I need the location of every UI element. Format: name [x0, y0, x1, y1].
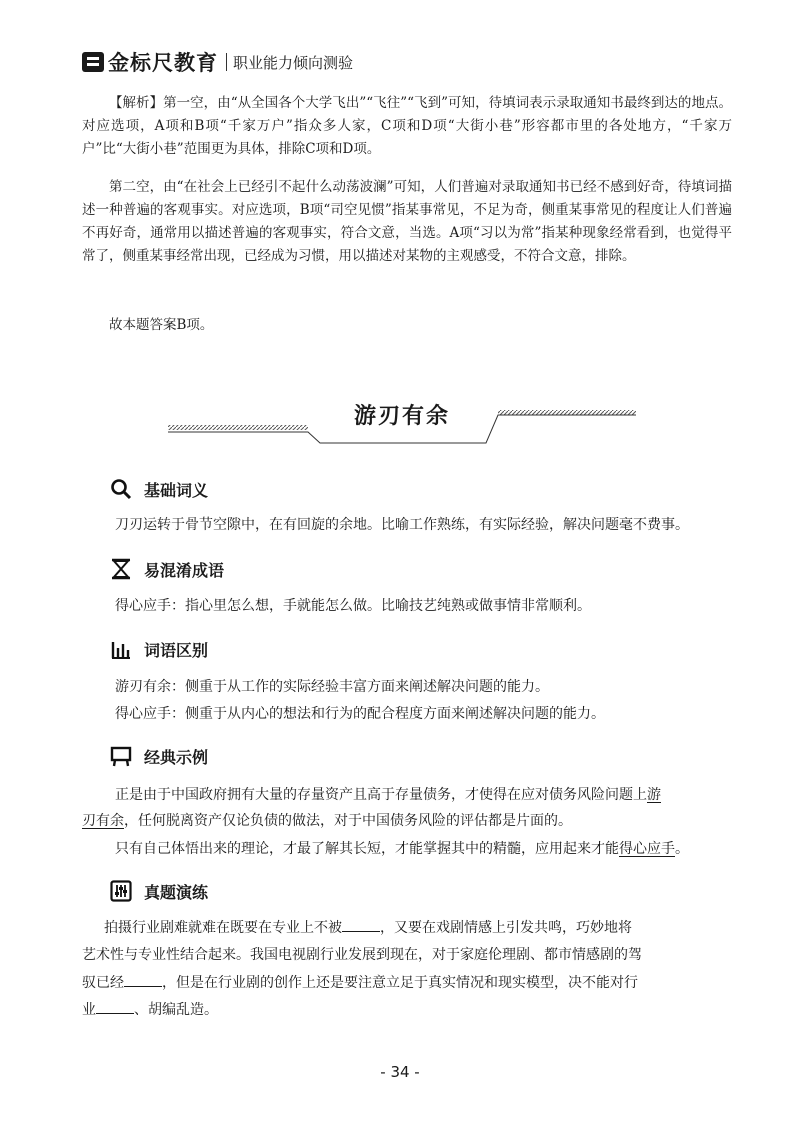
- example-text: 只有自己体悟出来的理论，才最了解其长短，才能掌握其中的精髓，应用起来才能: [115, 841, 619, 857]
- practice-line-3: [82, 972, 638, 994]
- header-subtitle: 职业能力倾向测验: [233, 53, 354, 72]
- practice-line-2: 艺术性与专业性结合起来。我国电视剧行业发展到现在，对于家庭伦理剧、都市情感剧的驾: [82, 947, 642, 963]
- example-text: ，任何脱离资产仅论负债的做法，对于中国债务风险的评估都是片面的。: [124, 813, 572, 829]
- practice-text: 业: [82, 1002, 96, 1018]
- section-diff-title: 词语区别: [144, 640, 209, 660]
- section-basic-title: 基础词义: [144, 480, 209, 500]
- answer-blank-3[interactable]: [96, 999, 134, 1014]
- section-example-header: [110, 745, 208, 767]
- section-confuse-title: 易混淆成语: [144, 560, 225, 580]
- example-line-2: [82, 810, 572, 832]
- example-text: 正是由于中国政府拥有大量的存量资产且高于存量债务，才使得在应对债务风险问题上: [115, 787, 647, 803]
- example-highlight: 游: [647, 787, 661, 803]
- confuse-definition: 得心应手：指心里怎么想，手就能怎么做。比喻技艺纯熟或做事情非常顺利。: [115, 598, 591, 614]
- section-confuse-header: [110, 558, 224, 580]
- example-highlight: 得心应手: [619, 841, 675, 857]
- bar-chart-icon: [110, 638, 132, 660]
- answer-blank-2[interactable]: [124, 972, 162, 987]
- equalizer-icon: [110, 880, 132, 902]
- diff-line-1: 游刃有余：侧重于从工作的实际经验丰富方面来阐述解决问题的能力。: [115, 679, 549, 695]
- analysis-answer: 故本题答案B项。: [109, 317, 214, 333]
- practice-text: 拍摄行业剧难就难在既要在专业上不被: [104, 920, 342, 936]
- brand-logo-icon: [82, 52, 104, 72]
- section-banner: [168, 395, 636, 445]
- section-practice-title: 真题演练: [144, 882, 209, 902]
- practice-text: ，但是在行业剧的创作上还是要注意立足于真实情况和现实模型，决不能对行: [162, 975, 638, 991]
- example-highlight: 刃有余: [82, 813, 124, 829]
- hourglass-icon: [110, 558, 132, 580]
- answer-blank-1[interactable]: [342, 917, 380, 932]
- analysis-paragraph-1: 【解析】第一空，由“从全国各个大学飞出”“飞往”“飞到”可知，待填词表示录取通知书最终到达的地点。对应选项，A项和B项“千家万户”指众多人家，C项和D项“大街小巷”形容都市里的各处地方，“千家万户”比“大街小巷”范围更为具体，排除C项和D项。: [82, 95, 732, 157]
- board-icon: [110, 745, 132, 767]
- example-line-1: [115, 784, 661, 806]
- section-example-title: 经典示例: [144, 747, 209, 767]
- header-divider: [226, 53, 227, 71]
- practice-text: 驭已经: [82, 975, 124, 991]
- section-practice-header: [110, 880, 208, 902]
- analysis-paragraph-2: 第二空，由“在社会上已经引不起什么动荡波澜”可知，人们普遍对录取通知书已经不感到好奇，待填词描述一种普遍的客观事实。对应选项，B项“司空见惯”指某事常见，不足为奇，侧重某事常见的程度让人们普遍不再好奇，通常用以描述普遍的客观事实，符合文意，当选。A项“习以为常”指某种现象经常看到，也觉得平常了，侧重某事经常出现，已经成为习惯，用以描述对某物的主观感受，不符合文意，排除。: [82, 179, 732, 264]
- page-number: - 34 -: [380, 1063, 420, 1081]
- practice-line-1: [104, 917, 632, 939]
- example-text: 。: [675, 841, 689, 857]
- diff-line-2: 得心应手：侧重于从内心的想法和行为的配合程度方面来阐述解决问题的能力。: [115, 706, 605, 722]
- practice-text: ，又要在戏剧情感上引发共鸣，巧妙地将: [380, 920, 632, 936]
- example-line-3: [115, 838, 689, 860]
- basic-definition: 刀刃运转于骨节空隙中，在有回旋的余地。比喻工作熟练，有实际经验，解决问题毫不费事。: [115, 517, 689, 533]
- banner-title: 游刃有余: [353, 403, 450, 429]
- page-header: [82, 50, 353, 74]
- practice-line-4: [82, 999, 218, 1021]
- practice-text: 、胡编乱造。: [134, 1002, 218, 1018]
- brand-name: 金标尺教育: [108, 51, 218, 75]
- section-basic-header: [110, 478, 208, 500]
- magnifier-icon: [110, 478, 132, 500]
- section-diff-header: [110, 638, 208, 660]
